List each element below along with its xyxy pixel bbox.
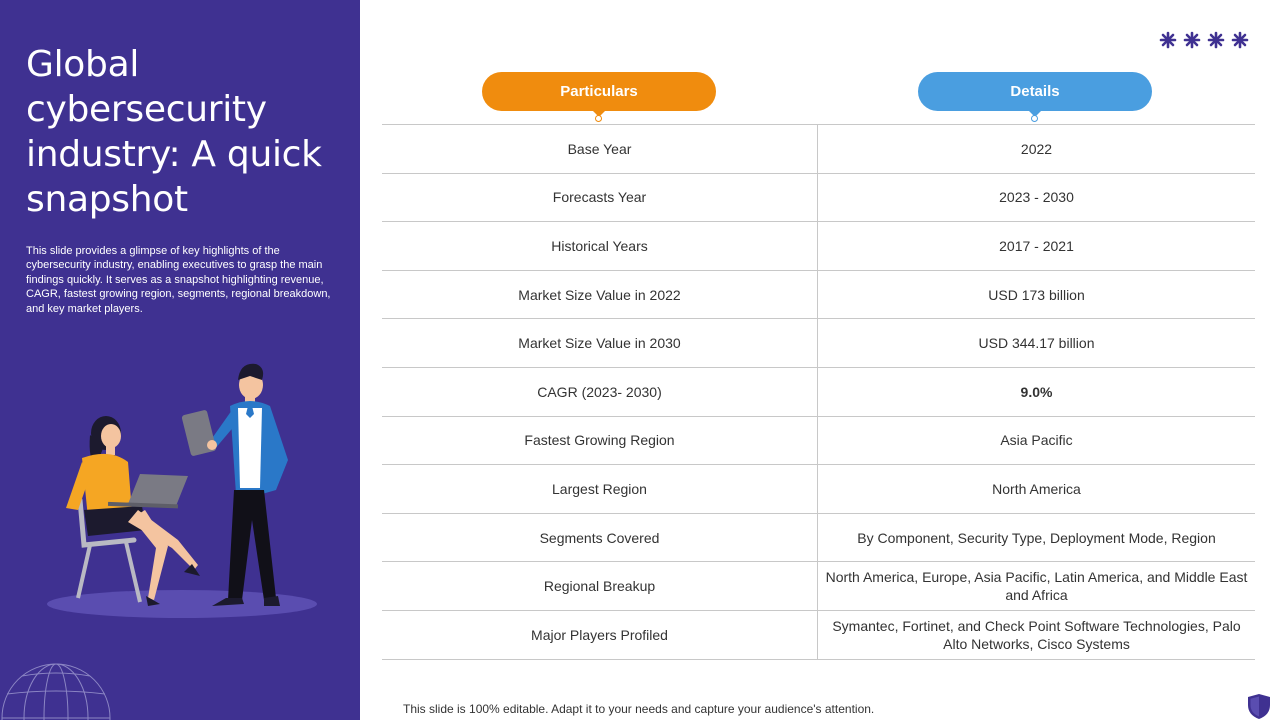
particular-cell: Fastest Growing Region <box>382 417 818 465</box>
table-row <box>382 368 1255 417</box>
detail-cell: North America, Europe, Asia Pacific, Latin America, and Middle East and Africa <box>825 569 1248 604</box>
table-row <box>382 562 1255 611</box>
particular-cell: Historical Years <box>382 222 818 270</box>
particular-cell: Major Players Profiled <box>382 611 818 659</box>
shield-icon <box>1247 693 1271 720</box>
particular-cell: Segments Covered <box>382 514 818 562</box>
left-panel <box>0 0 360 720</box>
table-row <box>382 271 1255 320</box>
detail-cell: USD 344.17 billion <box>978 335 1095 352</box>
particular-cell: CAGR (2023- 2030) <box>382 368 818 416</box>
asterisk-icon <box>1157 28 1252 52</box>
detail-cell: 2023 - 2030 <box>999 189 1074 206</box>
table-row <box>382 222 1255 271</box>
globe-icon <box>0 658 112 720</box>
particular-cell: Market Size Value in 2022 <box>382 271 818 319</box>
footer-note: This slide is 100% editable. Adapt it to your needs and capture your audience's attention. <box>403 702 875 716</box>
header-details-label: Details <box>1010 83 1060 100</box>
table-row <box>382 319 1255 368</box>
table-row <box>382 174 1255 223</box>
pin-icon <box>595 115 602 122</box>
detail-cell: 2022 <box>1020 140 1053 157</box>
table-row <box>382 514 1255 563</box>
table-row <box>382 465 1255 514</box>
header-particulars <box>482 72 716 111</box>
table-row <box>382 125 1255 174</box>
slide-description: This slide provides a glimpse of key highlights of the cybersecurity industry, enabling executives to grasp the main findings quickly. It serves as a snapshot highlighting revenue, CAGR, fastest growing region, segments, regional breakdown, and key market players. <box>26 245 331 315</box>
detail-cell: Asia Pacific <box>1000 432 1073 449</box>
particular-cell: Market Size Value in 2030 <box>382 319 818 367</box>
pin-icon <box>1031 115 1038 122</box>
detail-cell: 9.0% <box>1020 383 1053 400</box>
snapshot-table <box>382 124 1255 660</box>
particular-cell: Forecasts Year <box>382 174 818 222</box>
detail-cell: North America <box>992 480 1081 497</box>
table-row <box>382 611 1255 660</box>
detail-cell: USD 173 billion <box>988 286 1085 303</box>
header-particulars-label: Particulars <box>560 83 638 100</box>
particular-cell: Base Year <box>382 125 818 173</box>
slide-title: Global cybersecurity industry: A quick snapshot <box>26 44 322 220</box>
particular-cell: Regional Breakup <box>382 562 818 610</box>
detail-cell: Symantec, Fortinet, and Check Point Software Technologies, Palo Alto Networks, Cisco Systems <box>832 617 1241 652</box>
table-row <box>382 417 1255 466</box>
header-details <box>918 72 1152 111</box>
detail-cell: By Component, Security Type, Deployment Mode, Region <box>857 529 1216 546</box>
particular-cell: Largest Region <box>382 465 818 513</box>
detail-cell: 2017 - 2021 <box>999 237 1074 254</box>
